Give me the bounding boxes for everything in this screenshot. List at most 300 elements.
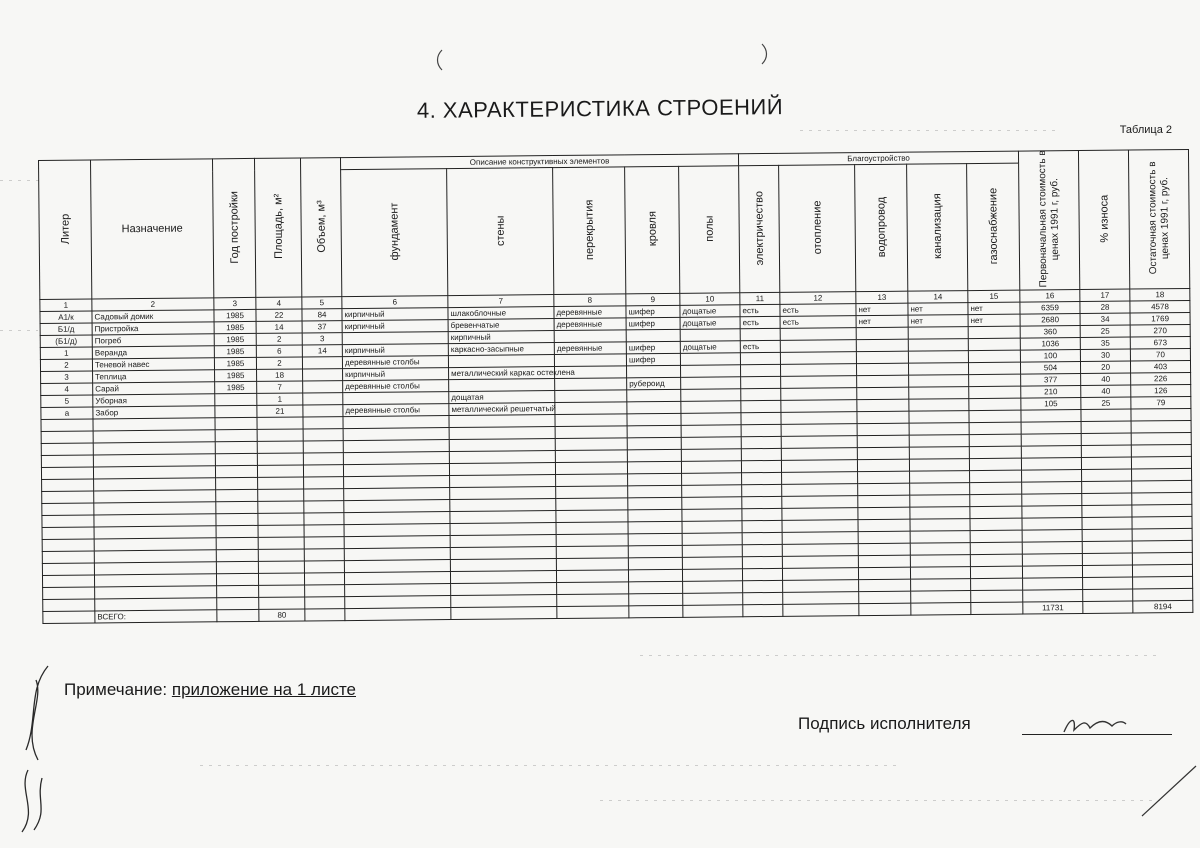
table-cell (856, 339, 908, 351)
table-cell (909, 375, 969, 388)
empty-cell (305, 585, 345, 597)
empty-cell (1021, 421, 1081, 434)
column-number-cell: 7 (448, 295, 554, 308)
table-cell: 14 (302, 345, 342, 357)
table-cell (908, 351, 968, 364)
empty-cell (1081, 445, 1131, 457)
empty-cell (451, 607, 557, 620)
header-gas: газоснабжение (986, 187, 1000, 265)
empty-cell (628, 521, 682, 534)
table-cell (681, 377, 741, 390)
empty-cell (451, 595, 557, 608)
table-cell: Веранда (92, 346, 214, 359)
header-wear: % износа (1097, 194, 1111, 243)
empty-cell (449, 427, 555, 440)
table-cell (969, 386, 1021, 398)
empty-cell (556, 510, 628, 523)
signature-label: Подпись исполнителя (798, 714, 971, 733)
table-cell: 1985 (214, 345, 256, 357)
empty-cell (1081, 457, 1131, 469)
empty-cell (1082, 493, 1132, 505)
signature-line (1022, 734, 1172, 735)
empty-cell (781, 448, 857, 461)
empty-cell (1082, 469, 1132, 481)
table-cell: дощатые (680, 341, 740, 354)
empty-cell (743, 592, 783, 604)
empty-cell (344, 560, 450, 573)
table-cell: 1985 (215, 381, 257, 393)
header-volume: Объем, м³ (314, 200, 328, 253)
totals-cell: ВСЕГО: (95, 610, 217, 623)
empty-cell (782, 472, 858, 485)
empty-cell (216, 477, 258, 489)
empty-cell (216, 489, 258, 501)
empty-cell (681, 413, 741, 426)
table-cell: 14 (256, 321, 302, 333)
empty-cell (304, 537, 344, 549)
table-cell: нет (968, 302, 1020, 314)
table-cell: 105 (1021, 398, 1081, 411)
empty-cell (858, 531, 910, 543)
table-cell (554, 354, 626, 367)
empty-cell (1132, 528, 1192, 541)
table-cell (741, 376, 781, 388)
empty-cell (1021, 457, 1081, 470)
empty-cell (627, 413, 681, 426)
header-roof: кровля (646, 211, 659, 247)
empty-cell (450, 487, 556, 500)
empty-cell (41, 467, 93, 479)
empty-cell (857, 459, 909, 471)
empty-cell (216, 513, 258, 525)
empty-cell (783, 592, 859, 605)
table-cell: 35 (1080, 337, 1130, 349)
empty-cell (217, 585, 259, 597)
empty-cell (970, 494, 1022, 506)
empty-cell (304, 573, 344, 585)
empty-cell (449, 451, 555, 464)
empty-cell (1132, 564, 1192, 577)
empty-cell (627, 437, 681, 450)
empty-cell (449, 463, 555, 476)
empty-cell (629, 593, 683, 606)
table-cell: 25 (1080, 325, 1130, 337)
table-cell (303, 405, 343, 417)
header-litera: Литер (59, 213, 72, 245)
empty-cell (451, 583, 557, 596)
table-cell (857, 387, 909, 399)
page-title: 4. ХАРАКТЕРИСТИКА СТРОЕНИЙ (416, 94, 784, 123)
scan-noise (200, 765, 900, 766)
empty-cell (304, 501, 344, 513)
empty-cell (857, 447, 909, 459)
column-number-cell: 12 (780, 292, 856, 305)
note-label: Примечание: (64, 680, 168, 699)
table-cell: 4578 (1130, 300, 1190, 313)
column-number-cell: 15 (968, 290, 1020, 302)
table-cell: 673 (1130, 336, 1190, 349)
table-cell: шифер (626, 353, 680, 366)
empty-cell (1081, 433, 1131, 445)
empty-cell (304, 549, 344, 561)
empty-cell (303, 441, 343, 453)
table-cell: 360 (1020, 326, 1080, 339)
table-cell: 1036 (1020, 338, 1080, 351)
empty-cell (1082, 481, 1132, 493)
empty-cell (303, 453, 343, 465)
table-cell: 1985 (214, 321, 256, 333)
header-floors-slabs: перекрытия (582, 199, 596, 260)
empty-cell (556, 534, 628, 547)
empty-cell (742, 472, 782, 484)
table-cell (968, 338, 1020, 350)
column-number-cell: 10 (680, 293, 740, 306)
table-cell: Теплица (93, 370, 215, 383)
empty-cell (743, 580, 783, 592)
empty-cell (556, 522, 628, 535)
empty-cell (971, 590, 1023, 602)
scan-noise (640, 655, 1160, 656)
empty-cell (42, 503, 94, 515)
table-cell: нет (968, 314, 1020, 326)
empty-cell (555, 450, 627, 463)
empty-cell (258, 525, 304, 537)
empty-cell (682, 473, 742, 486)
header-cell (907, 164, 968, 292)
table-cell (449, 379, 555, 392)
empty-cell (305, 609, 345, 621)
empty-cell (741, 460, 781, 472)
empty-cell (683, 593, 743, 606)
table-cell: есть (740, 304, 780, 316)
empty-cell (909, 423, 969, 436)
empty-cell (217, 597, 259, 609)
empty-cell (345, 584, 451, 597)
scan-noise (0, 330, 38, 331)
table-cell (781, 364, 857, 377)
table-cell (740, 352, 780, 364)
empty-cell (557, 594, 629, 607)
empty-cell (741, 436, 781, 448)
table-cell: 18 (257, 369, 303, 381)
table-cell: 2680 (1020, 314, 1080, 327)
empty-cell (857, 411, 909, 423)
empty-cell (782, 556, 858, 569)
table-cell: кирпичный (342, 344, 448, 357)
empty-cell (215, 441, 257, 453)
empty-cell (41, 431, 93, 443)
header-cell (625, 166, 680, 294)
empty-cell (216, 561, 258, 573)
empty-cell (344, 548, 450, 561)
empty-cell (42, 527, 94, 539)
empty-cell (741, 424, 781, 436)
empty-cell (1132, 480, 1192, 493)
header-cell (855, 164, 908, 291)
empty-cell (742, 520, 782, 532)
empty-cell (557, 582, 629, 595)
table-cell: 377 (1021, 374, 1081, 387)
table-cell: 20 (1081, 361, 1131, 373)
empty-cell (628, 497, 682, 510)
empty-cell (1131, 432, 1191, 445)
empty-cell (627, 461, 681, 474)
table-cell (909, 399, 969, 412)
corner-pen-stroke-icon (1140, 760, 1200, 820)
empty-cell (450, 559, 556, 572)
empty-cell (1021, 409, 1081, 422)
totals-cell: 80 (259, 609, 305, 621)
empty-cell (971, 578, 1023, 590)
totals-cell: 8194 (1133, 600, 1193, 613)
header-sewage: канализация (930, 193, 944, 260)
table-cell: 37 (302, 321, 342, 333)
empty-cell (450, 571, 556, 584)
header-cell (1078, 150, 1129, 289)
table-cell: дощатые (680, 317, 740, 330)
table-cell: нет (908, 303, 968, 316)
empty-cell (1133, 588, 1193, 601)
empty-cell (1132, 468, 1192, 481)
header-initial-cost: Первоначальная стоимость в ценах 1991 г, руб. (1036, 150, 1061, 288)
empty-cell (1082, 505, 1132, 517)
table-cell: Садовый домик (92, 310, 214, 323)
empty-cell (742, 496, 782, 508)
empty-cell (344, 536, 450, 549)
table-cell: 34 (1080, 313, 1130, 325)
empty-cell (910, 531, 970, 544)
column-number-cell: 14 (908, 291, 968, 304)
table-cell (909, 387, 969, 400)
empty-cell (781, 424, 857, 437)
empty-cell (910, 495, 970, 508)
header-area: Площадь, м² (271, 194, 285, 260)
empty-cell (556, 486, 628, 499)
empty-cell (42, 515, 94, 527)
column-number-cell: 6 (342, 296, 448, 309)
table-cell: 25 (1081, 397, 1131, 409)
header-cell (254, 158, 301, 297)
table-cell: 2 (40, 359, 92, 371)
table-cell: есть (780, 304, 856, 317)
table-cell (780, 340, 856, 353)
empty-cell (1082, 529, 1132, 541)
empty-cell (970, 518, 1022, 530)
empty-cell (215, 417, 257, 429)
table-cell: деревянные столбы (343, 380, 449, 393)
table-cell: нет (908, 315, 968, 328)
header-electricity: электричество (752, 190, 766, 266)
empty-cell (969, 458, 1021, 470)
empty-cell (909, 435, 969, 448)
empty-cell (215, 465, 257, 477)
empty-cell (258, 561, 304, 573)
table-cell (555, 402, 627, 415)
table-cell: металлический решетчатый (449, 403, 555, 416)
empty-cell (858, 519, 910, 531)
empty-cell (910, 519, 970, 532)
empty-cell (970, 506, 1022, 518)
empty-cell (1132, 492, 1192, 505)
empty-cell (450, 535, 556, 548)
scan-noise (0, 180, 40, 181)
table-label: Таблица 2 (1119, 124, 1172, 136)
empty-cell (909, 459, 969, 472)
empty-cell (258, 549, 304, 561)
table-cell (969, 398, 1021, 410)
empty-cell (1022, 469, 1082, 482)
empty-cell (304, 513, 344, 525)
empty-cell (557, 606, 629, 619)
table-cell (909, 363, 969, 376)
header-cell (300, 158, 341, 297)
empty-cell (216, 501, 258, 513)
empty-cell (41, 455, 93, 467)
table-cell (857, 399, 909, 411)
empty-cell (304, 525, 344, 537)
empty-cell (681, 461, 741, 474)
empty-cell (909, 411, 969, 424)
totals-cell: 11731 (1023, 601, 1083, 614)
table-cell: 210 (1021, 386, 1081, 399)
empty-cell (215, 429, 257, 441)
empty-cell (305, 597, 345, 609)
table-cell (342, 332, 448, 345)
empty-cell (258, 537, 304, 549)
empty-cell (969, 434, 1021, 446)
buildings-table-wrapper (38, 149, 1192, 624)
empty-cell (556, 498, 628, 511)
table-cell (968, 326, 1020, 338)
empty-cell (304, 489, 344, 501)
note-text: приложение на 1 листе (171, 680, 356, 699)
empty-cell (345, 608, 451, 621)
table-cell (215, 393, 257, 405)
empty-cell (216, 537, 258, 549)
empty-cell (556, 570, 628, 583)
table-cell: 100 (1020, 350, 1080, 363)
scan-noise (600, 800, 1160, 801)
table-cell: кирпичный (342, 320, 448, 333)
table-cell (968, 350, 1020, 362)
empty-cell (1083, 589, 1133, 601)
header-purpose: Назначение (121, 222, 183, 236)
empty-cell (970, 530, 1022, 542)
empty-cell (1132, 516, 1192, 529)
table-cell (627, 389, 681, 402)
header-flooring: полы (703, 215, 716, 242)
header-cell (679, 166, 740, 294)
empty-cell (628, 533, 682, 546)
empty-cell (42, 491, 94, 503)
table-cell: 1985 (214, 333, 256, 345)
table-cell: 3 (302, 333, 342, 345)
table-cell: 504 (1021, 362, 1081, 375)
table-cell (303, 369, 343, 381)
group-header-construction: Описание конструктивных элементов (340, 154, 738, 170)
empty-cell (216, 525, 258, 537)
empty-cell (1022, 517, 1082, 530)
empty-cell (628, 473, 682, 486)
table-cell (857, 375, 909, 387)
empty-cell (216, 549, 258, 561)
empty-cell (910, 543, 970, 556)
empty-cell (345, 596, 451, 609)
empty-cell (782, 520, 858, 533)
header-year: Год постройки (227, 190, 241, 264)
empty-cell (344, 572, 450, 585)
table-cell (781, 388, 857, 401)
table-cell (448, 355, 554, 368)
empty-cell (682, 569, 742, 582)
scan-mark-icon (434, 48, 446, 72)
empty-cell (910, 507, 970, 520)
empty-cell (1082, 565, 1132, 577)
column-number-cell: 8 (554, 294, 626, 307)
table-cell: есть (740, 340, 780, 352)
table-cell: 2 (256, 357, 302, 369)
empty-cell (303, 465, 343, 477)
table-cell (680, 353, 740, 366)
empty-cell (782, 484, 858, 497)
empty-cell (782, 508, 858, 521)
empty-cell (1082, 517, 1132, 529)
table-cell: Уборная (93, 394, 215, 407)
table-cell (969, 374, 1021, 386)
empty-cell (742, 544, 782, 556)
table-cell (302, 357, 342, 369)
empty-cell (43, 587, 95, 599)
empty-cell (1081, 421, 1131, 433)
table-cell: каркасно-засыпные (448, 343, 554, 356)
table-cell: 1769 (1130, 312, 1190, 325)
empty-cell (783, 580, 859, 593)
table-cell: 270 (1130, 324, 1190, 337)
empty-cell (257, 441, 303, 453)
empty-cell (742, 508, 782, 520)
empty-cell (42, 575, 94, 587)
empty-cell (911, 603, 971, 616)
empty-cell (627, 449, 681, 462)
table-cell (908, 327, 968, 340)
table-cell (555, 390, 627, 403)
empty-cell (782, 532, 858, 545)
empty-cell (782, 544, 858, 557)
empty-cell (343, 464, 449, 477)
table-cell (780, 328, 856, 341)
table-cell: металлический каркас остеклена (449, 367, 555, 380)
header-cell (39, 160, 92, 299)
table-cell: (Б1/д) (40, 335, 92, 347)
empty-cell (910, 567, 970, 580)
table-cell: дощатая (449, 391, 555, 404)
table-cell: А1/к (40, 311, 92, 323)
empty-cell (682, 557, 742, 570)
note (64, 680, 356, 700)
table-cell: 126 (1131, 384, 1191, 397)
table-cell: 1 (40, 347, 92, 359)
empty-cell (1132, 552, 1192, 565)
table-cell: 2 (256, 333, 302, 345)
table-cell (741, 400, 781, 412)
empty-cell (1131, 420, 1191, 433)
empty-cell (1022, 541, 1082, 554)
empty-cell (970, 470, 1022, 482)
empty-cell (42, 563, 94, 575)
empty-cell (743, 604, 783, 616)
empty-cell (344, 500, 450, 513)
table-cell: 40 (1081, 373, 1131, 385)
